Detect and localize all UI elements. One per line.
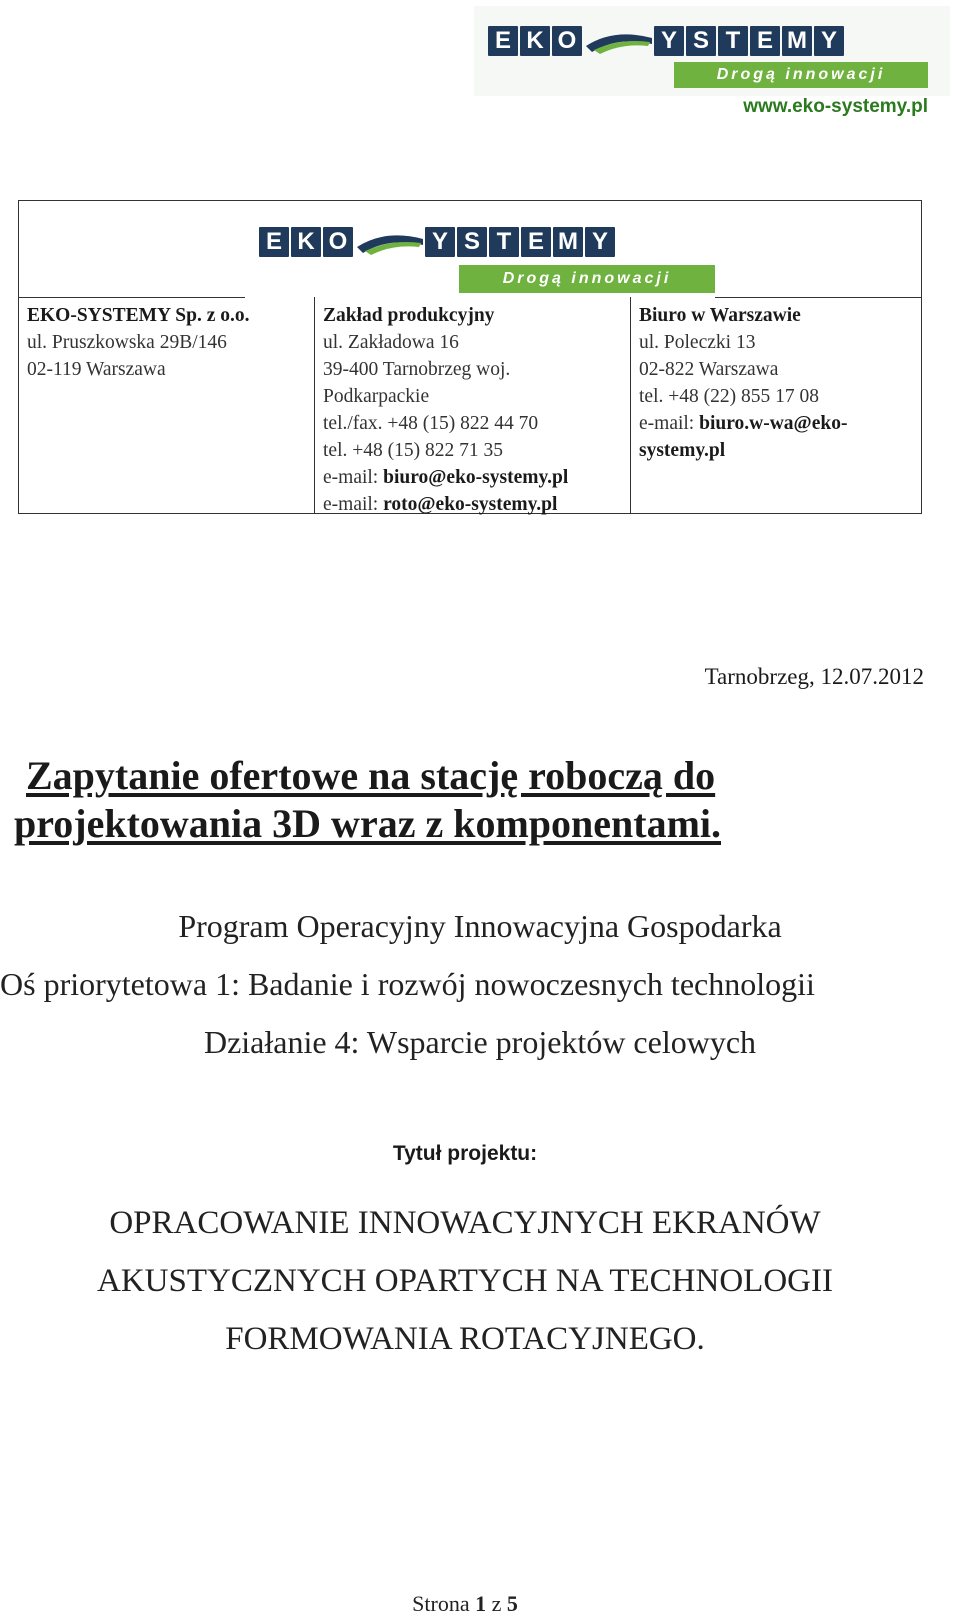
page-number-sep: z — [491, 1591, 502, 1616]
website-link[interactable]: www.eko-systemy.pl — [743, 96, 928, 117]
programme-name: Program Operacyjny Innowacyjna Gospodarka — [178, 908, 782, 944]
plant-region: Podkarpackie — [323, 386, 430, 407]
logo-letter: Y — [425, 227, 455, 257]
office-title: Biuro w Warszawie — [639, 305, 801, 326]
plant-email-roto-link[interactable]: roto@eko-systemy.pl — [383, 494, 558, 515]
logo-letter: M — [782, 26, 812, 56]
company-logo — [474, 6, 950, 96]
email-label: e-mail: — [323, 467, 384, 488]
office-email-line — [639, 410, 913, 437]
document-title-line-2: projektowania 3D wraz z komponentami. — [14, 801, 722, 846]
company-street: ul. Pruszkowska 29B/146 — [27, 332, 227, 353]
logo-letter: O — [552, 26, 582, 56]
project-title-line-1: OPRACOWANIE INNOWACYJNYCH EKRANÓW — [109, 1205, 821, 1241]
project-title — [0, 1194, 930, 1368]
plant-email-line-1 — [323, 464, 622, 491]
letterhead-logo-row — [19, 201, 921, 298]
office-email-link-part-2[interactable]: systemy.pl — [639, 440, 726, 461]
company-address-cell — [19, 297, 315, 513]
office-city: 02-822 Warszawa — [639, 359, 779, 380]
page-number — [0, 1591, 930, 1617]
plant-email-line-2 — [323, 491, 622, 518]
plant-city: 39-400 Tarnobrzeg woj. — [323, 359, 511, 380]
company-name: EKO-SYSTEMY Sp. z o.o. — [27, 305, 250, 326]
measure: Działanie 4: Wsparcie projektów celowych — [203, 1024, 757, 1060]
plant-phone: tel. +48 (15) 822 71 35 — [323, 440, 503, 461]
plant-email-biuro-link[interactable]: biuro@eko-systemy.pl — [383, 467, 569, 488]
logo-letter: Y — [654, 26, 684, 56]
document-title-line-1: Zapytanie ofertowe na stację roboczą do — [26, 753, 716, 798]
logo-letter: E — [488, 26, 518, 56]
office-email-link-part-1[interactable]: biuro.w-wa@eko- — [699, 413, 848, 434]
logo-letter: M — [553, 227, 583, 257]
logo-wordmark — [488, 24, 846, 58]
office-phone: tel. +48 (22) 855 17 08 — [639, 386, 819, 407]
logo-letter: S — [457, 227, 487, 257]
email-label: e-mail: — [639, 413, 700, 434]
office-address-cell — [631, 297, 921, 513]
logo-letter: E — [750, 26, 780, 56]
logo-tagline: Drogą innowacji — [459, 265, 715, 293]
logo-letter: E — [521, 227, 551, 257]
logo-letter: K — [520, 26, 550, 56]
company-logo — [245, 217, 715, 301]
plant-street: ul. Zakładowa 16 — [323, 332, 459, 353]
page-number-total: 5 — [506, 1591, 518, 1616]
document-date: Tarnobrzeg, 12.07.2012 — [704, 664, 924, 689]
logo-tagline: Drogą innowacji — [674, 62, 928, 88]
logo-wordmark — [259, 225, 617, 259]
office-street: ul. Poleczki 13 — [639, 332, 756, 353]
logo-letter: Y — [585, 227, 615, 257]
page-number-prefix: Strona — [412, 1591, 470, 1616]
swoosh-icon — [584, 26, 654, 56]
logo-letter: E — [259, 227, 289, 257]
document-title — [14, 752, 914, 848]
project-title-line-2: AKUSTYCZNYCH OPARTYCH NA TECHNOLOGII — [97, 1263, 833, 1299]
swoosh-icon — [355, 227, 425, 257]
plant-title: Zakład produkcyjny — [323, 305, 495, 326]
project-title-line-3: FORMOWANIA ROTACYJNEGO. — [225, 1321, 705, 1357]
letterhead-table — [18, 200, 922, 514]
plant-fax: tel./fax. +48 (15) 822 44 70 — [323, 413, 539, 434]
logo-letter: K — [291, 227, 321, 257]
logo-letter: T — [718, 26, 748, 56]
logo-letter: O — [323, 227, 353, 257]
logo-letter: T — [489, 227, 519, 257]
company-city: 02-119 Warszawa — [27, 359, 166, 380]
plant-address-cell — [315, 297, 631, 513]
office-email-line-cont — [639, 437, 913, 464]
priority-axis: Oś priorytetowa 1: Badanie i rozwój nowoczesnych technologii — [0, 966, 815, 1002]
project-title-label: Tytuł projektu: — [392, 1142, 538, 1165]
logo-letter: Y — [814, 26, 844, 56]
logo-letter: S — [686, 26, 716, 56]
email-label: e-mail: — [323, 494, 384, 515]
page-number-current: 1 — [475, 1591, 487, 1616]
